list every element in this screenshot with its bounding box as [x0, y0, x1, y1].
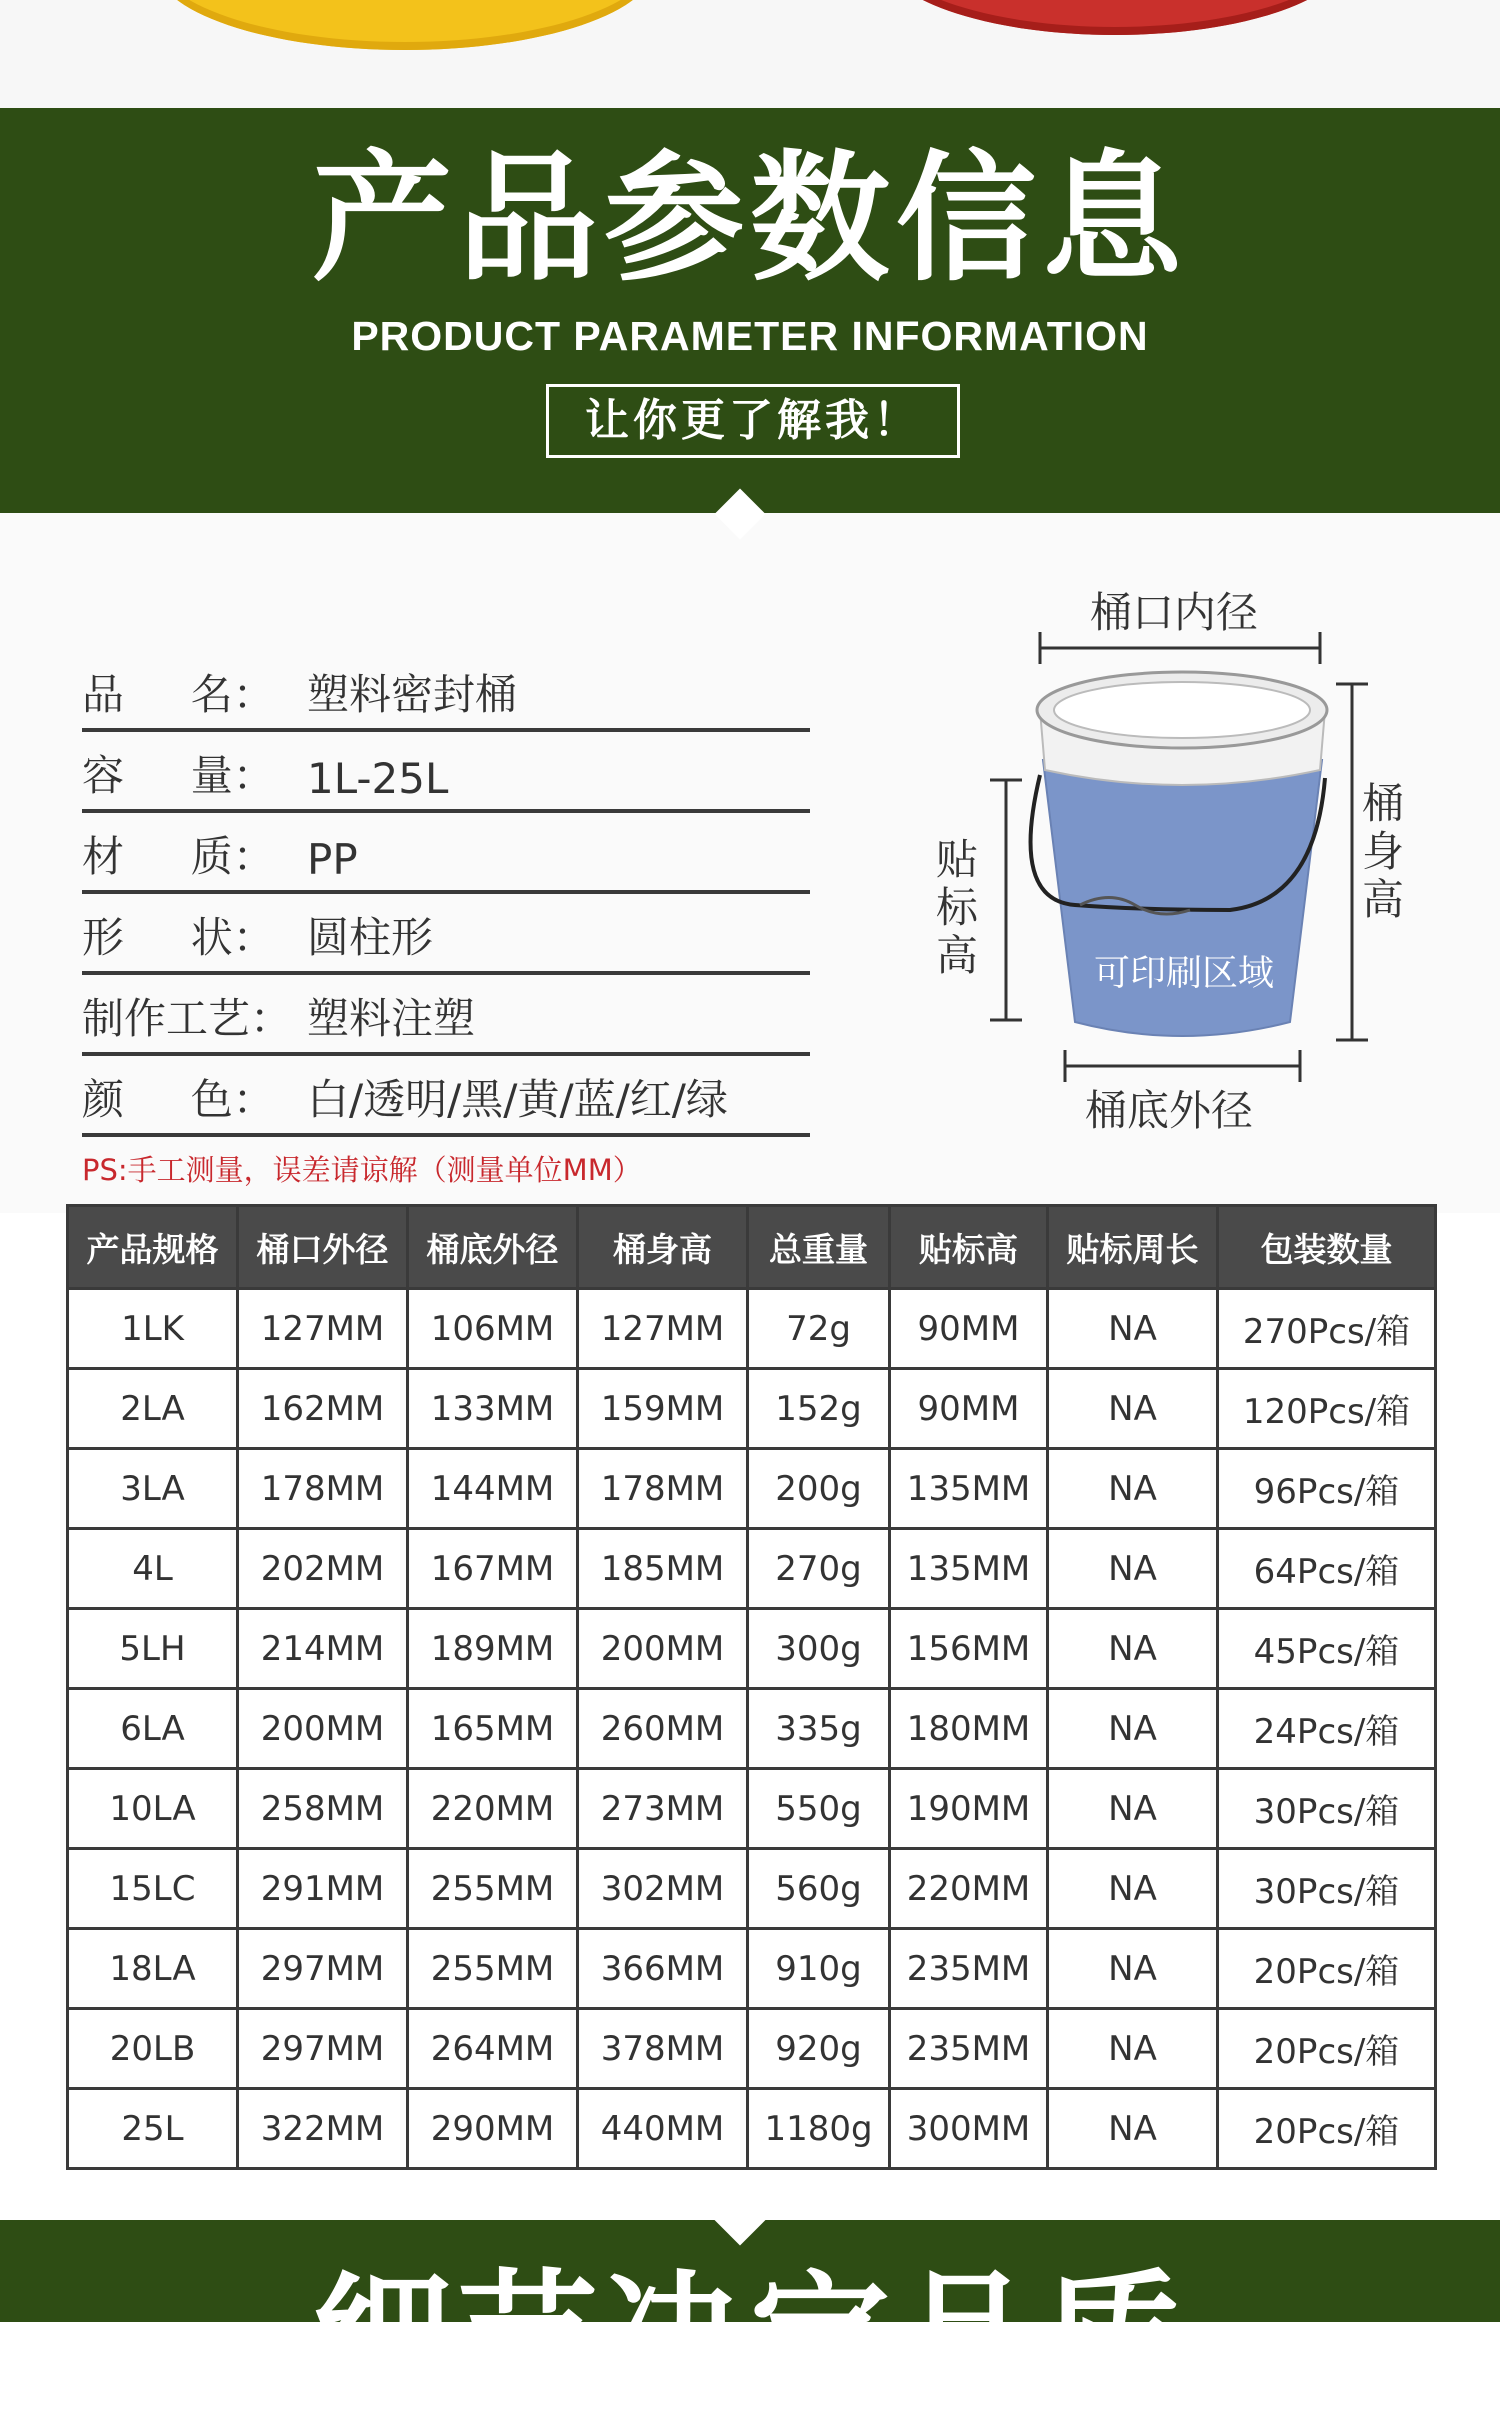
table-cell: 290MM — [408, 2089, 578, 2169]
table-cell: 255MM — [408, 1849, 578, 1929]
table-cell: 5LH — [68, 1609, 238, 1689]
table-cell: 152g — [748, 1369, 890, 1449]
table-header-cell: 包装数量 — [1218, 1206, 1436, 1289]
info-label: 制作工艺： — [82, 994, 293, 1043]
table-cell: 30Pcs/箱 — [1218, 1849, 1436, 1929]
banner-tagline: 让你更了解我！ — [546, 384, 960, 458]
table-cell: NA — [1048, 1369, 1218, 1449]
diagram-print-area-label: 可印刷区域 — [1094, 953, 1275, 994]
table-cell: 135MM — [890, 1529, 1048, 1609]
banner-title: 产品参数信息 — [311, 138, 1188, 301]
info-label: 形 状： — [82, 913, 275, 962]
table-cell: 260MM — [578, 1689, 748, 1769]
table-header-cell: 贴标周长 — [1048, 1206, 1218, 1289]
table-cell: 291MM — [238, 1849, 408, 1929]
info-label: 容 量： — [82, 751, 275, 800]
table-cell: NA — [1048, 1449, 1218, 1529]
table-cell: 1180g — [748, 2089, 890, 2169]
table-cell: 2LA — [68, 1369, 238, 1449]
info-row-material — [82, 814, 810, 894]
table-cell: 220MM — [408, 1769, 578, 1849]
table-cell: 189MM — [408, 1609, 578, 1689]
info-value: 白/透明/黑/黄/蓝/红/绿 — [307, 1075, 728, 1124]
table-row — [68, 1769, 1436, 1849]
table-cell: 273MM — [578, 1769, 748, 1849]
table-row — [68, 2089, 1436, 2169]
table-cell: 106MM — [408, 1289, 578, 1369]
table-cell: 144MM — [408, 1449, 578, 1529]
top-product-strip — [0, 0, 1500, 108]
table-cell: 3LA — [68, 1449, 238, 1529]
info-label: 材 质： — [82, 832, 275, 881]
table-cell: 18LA — [68, 1929, 238, 2009]
table-row — [68, 1369, 1436, 1449]
table-cell: 20Pcs/箱 — [1218, 2009, 1436, 2089]
table-cell: 72g — [748, 1289, 890, 1369]
table-cell: 24Pcs/箱 — [1218, 1689, 1436, 1769]
table-cell: 235MM — [890, 1929, 1048, 2009]
table-cell: 120Pcs/箱 — [1218, 1369, 1436, 1449]
bottom-banner-title: 细节决定品质 — [311, 2258, 1188, 2421]
yellow-lid-image — [155, 0, 655, 50]
table-row — [68, 1689, 1436, 1769]
table-cell: 302MM — [578, 1849, 748, 1929]
table-cell: 214MM — [238, 1609, 408, 1689]
table-cell: 133MM — [408, 1369, 578, 1449]
table-cell: 200MM — [578, 1609, 748, 1689]
table-cell: 270g — [748, 1529, 890, 1609]
table-cell: 235MM — [890, 2009, 1048, 2089]
info-value: 圆柱形 — [307, 913, 434, 962]
table-header-cell: 桶底外径 — [408, 1206, 578, 1289]
measurement-note: PS:手工测量，误差请谅解（测量单位MM） — [82, 1153, 642, 1187]
table-cell: 270Pcs/箱 — [1218, 1289, 1436, 1369]
table-cell: 297MM — [238, 1929, 408, 2009]
table-cell: 96Pcs/箱 — [1218, 1449, 1436, 1529]
table-cell: 178MM — [238, 1449, 408, 1529]
table-cell: 300g — [748, 1609, 890, 1689]
diagram-bottom-label: 桶底外径 — [1085, 1086, 1254, 1135]
banner-subtitle: PRODUCT PARAMETER INFORMATION — [351, 313, 1149, 359]
table-cell: 335g — [748, 1689, 890, 1769]
table-cell: 910g — [748, 1929, 890, 2009]
info-row-capacity — [82, 733, 810, 813]
table-cell: 127MM — [578, 1289, 748, 1369]
table-header-cell: 桶身高 — [578, 1206, 748, 1289]
table-cell: 297MM — [238, 2009, 408, 2089]
table-cell: 165MM — [408, 1689, 578, 1769]
table-cell: 45Pcs/箱 — [1218, 1609, 1436, 1689]
table-cell: 20LB — [68, 2009, 238, 2089]
info-row-color — [82, 1057, 810, 1137]
table-cell: 20Pcs/箱 — [1218, 2089, 1436, 2169]
info-label: 颜 色： — [82, 1075, 275, 1124]
table-cell: 440MM — [578, 2089, 748, 2169]
table-cell: 25L — [68, 2089, 238, 2169]
bucket-diagram — [935, 560, 1404, 1140]
table-cell: NA — [1048, 2089, 1218, 2169]
spec-table — [66, 1204, 1437, 2170]
table-cell: 202MM — [238, 1529, 408, 1609]
table-cell: 550g — [748, 1769, 890, 1849]
table-cell: NA — [1048, 2009, 1218, 2089]
table-row — [68, 1929, 1436, 2009]
table-cell: NA — [1048, 1689, 1218, 1769]
table-row — [68, 1289, 1436, 1369]
info-row-shape — [82, 895, 810, 975]
diagram-top-label: 桶口内径 — [1090, 588, 1259, 637]
table-cell: 90MM — [890, 1369, 1048, 1449]
table-row — [68, 2009, 1436, 2089]
table-cell: 1LK — [68, 1289, 238, 1369]
table-cell: 255MM — [408, 1929, 578, 2009]
table-cell: NA — [1048, 1849, 1218, 1929]
table-cell: 90MM — [890, 1289, 1048, 1369]
table-cell: 135MM — [890, 1449, 1048, 1529]
table-header-cell: 产品规格 — [68, 1206, 238, 1289]
table-cell: 378MM — [578, 2009, 748, 2089]
table-cell: 156MM — [890, 1609, 1048, 1689]
table-cell: 560g — [748, 1849, 890, 1929]
table-cell: 264MM — [408, 2009, 578, 2089]
table-cell: 180MM — [890, 1689, 1048, 1769]
table-cell: 220MM — [890, 1849, 1048, 1929]
table-row — [68, 1849, 1436, 1929]
table-row — [68, 1529, 1436, 1609]
table-cell: NA — [1048, 1609, 1218, 1689]
table-cell: NA — [1048, 1529, 1218, 1609]
table-header-cell: 总重量 — [748, 1206, 890, 1289]
table-cell: 200g — [748, 1449, 890, 1529]
table-header-cell: 贴标高 — [890, 1206, 1048, 1289]
table-row — [68, 1609, 1436, 1689]
table-cell: 300MM — [890, 2089, 1048, 2169]
table-cell: 190MM — [890, 1769, 1048, 1849]
table-cell: 322MM — [238, 2089, 408, 2169]
table-cell: 6LA — [68, 1689, 238, 1769]
info-row-process — [82, 976, 810, 1056]
table-cell: 162MM — [238, 1369, 408, 1449]
bucket-illustration — [940, 560, 1380, 1140]
table-cell: 185MM — [578, 1529, 748, 1609]
table-cell: 178MM — [578, 1449, 748, 1529]
info-value: PP — [307, 835, 358, 884]
table-cell: 64Pcs/箱 — [1218, 1529, 1436, 1609]
table-cell: 366MM — [578, 1929, 748, 2009]
info-row-name — [82, 652, 810, 732]
table-cell: NA — [1048, 1289, 1218, 1369]
table-cell: 159MM — [578, 1369, 748, 1449]
table-cell: 10LA — [68, 1769, 238, 1849]
table-cell: 15LC — [68, 1849, 238, 1929]
diagram-right-label: 桶身高 — [1361, 779, 1404, 924]
table-cell: 200MM — [238, 1689, 408, 1769]
table-cell: 4L — [68, 1529, 238, 1609]
table-cell: 920g — [748, 2009, 890, 2089]
table-header-cell: 桶口外径 — [238, 1206, 408, 1289]
red-lid-image — [880, 0, 1350, 35]
info-value: 塑料注塑 — [307, 994, 476, 1043]
table-cell: 20Pcs/箱 — [1218, 1929, 1436, 2009]
info-value: 1L-25L — [307, 754, 449, 803]
table-cell: 258MM — [238, 1769, 408, 1849]
table-header-row — [68, 1206, 1436, 1289]
info-label: 品 名： — [82, 670, 275, 719]
table-cell: NA — [1048, 1769, 1218, 1849]
diagram-left-label: 贴标高 — [935, 835, 978, 980]
table-cell: 167MM — [408, 1529, 578, 1609]
table-row — [68, 1449, 1436, 1529]
table-cell: 30Pcs/箱 — [1218, 1769, 1436, 1849]
table-cell: NA — [1048, 1929, 1218, 2009]
table-cell: 127MM — [238, 1289, 408, 1369]
info-value: 塑料密封桶 — [307, 670, 518, 719]
